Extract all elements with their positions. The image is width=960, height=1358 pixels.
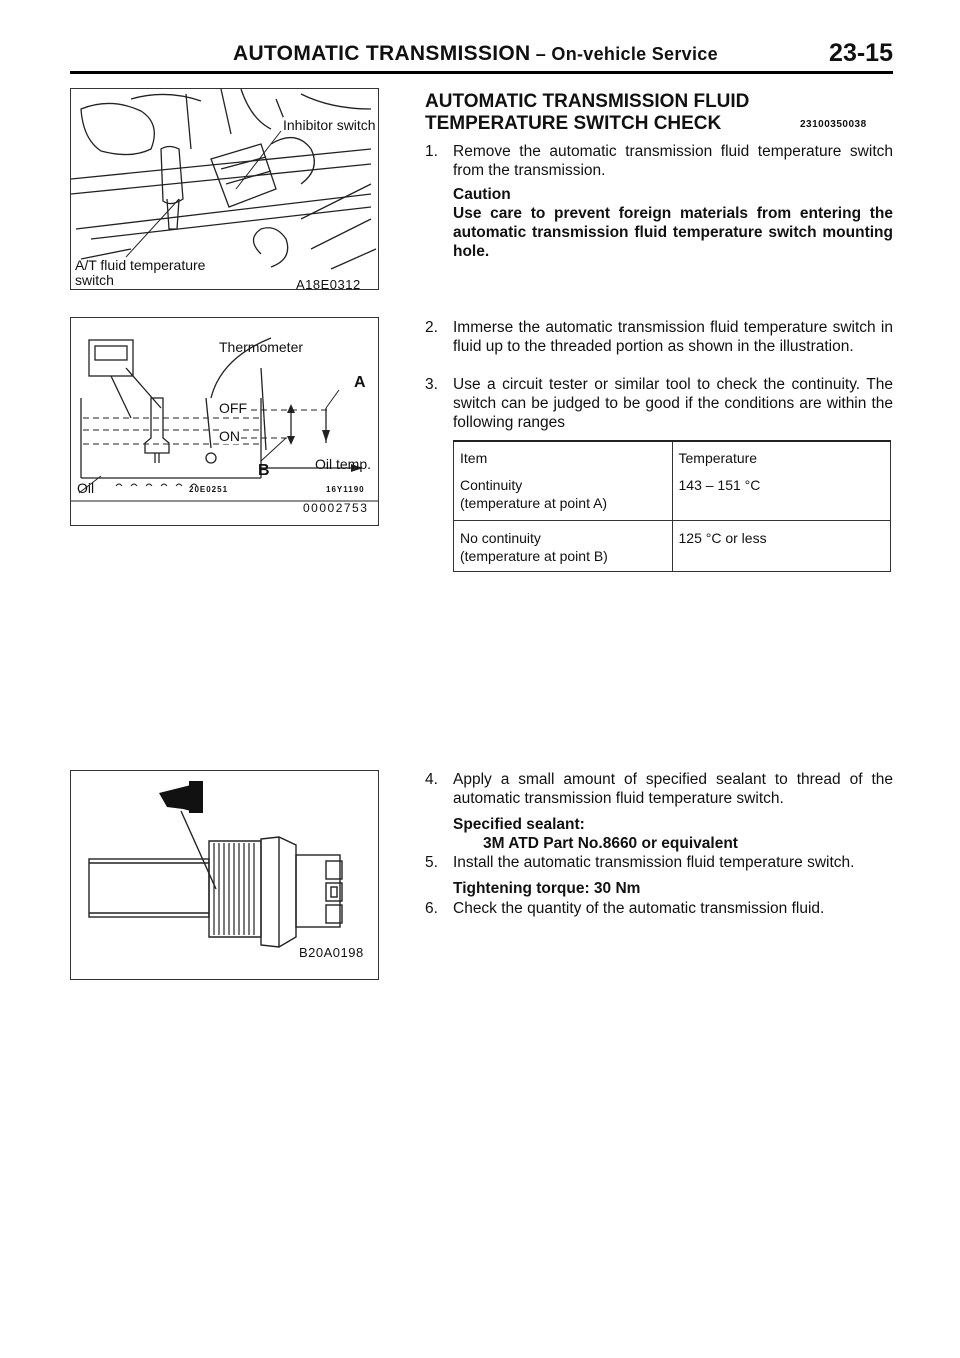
table-header-item-text: Item [460, 450, 488, 466]
figure-code-1: A18E0312 [296, 277, 361, 290]
step-2-text: Immerse the automatic transmission fluid temperature switch in fluid up to the threaded portion as shown in the illustration. [453, 319, 893, 355]
figure-code-small-1: 20E0251 [189, 485, 229, 494]
sealant-heading: Specified sealant: [453, 816, 585, 833]
step-1 [425, 142, 893, 180]
figure-immersion-test [70, 317, 379, 526]
header-title-dash: – [530, 44, 552, 64]
figure-sealant-application [70, 770, 379, 980]
header-title-main: AUTOMATIC TRANSMISSION [233, 42, 531, 65]
label-fluid-temp-switch-1: A/T fluid temperature [75, 257, 206, 273]
step-5-text: Install the automatic transmission fluid temperature switch. [453, 854, 855, 871]
section-code: 23100350038 [800, 119, 867, 130]
torque-spec: Tightening torque: 30 Nm [453, 880, 641, 897]
step-2 [425, 318, 893, 356]
table-cell-item [454, 521, 673, 572]
table-cell-temperature-text: 125 °C or less [678, 530, 767, 546]
header-title-sub: On-vehicle Service [551, 44, 718, 64]
caution-text: Use care to prevent foreign materials from entering the automatic transmission fluid temperature switch mounting hole. [453, 205, 893, 260]
label-on: ON [219, 428, 240, 444]
label-oil-temp: Oil temp. [315, 456, 372, 472]
table-row [454, 521, 891, 572]
step-6-text: Check the quantity of the automatic transmission fluid. [453, 900, 825, 917]
table-row [454, 473, 891, 521]
page-number: 23-15 [829, 39, 893, 67]
table-header-item [454, 441, 673, 473]
label-point-a: A [354, 374, 366, 391]
table-cell-temperature [672, 473, 891, 521]
step-6 [425, 899, 893, 918]
step-4-text: Apply a small amount of specified sealant to thread of the automatic transmission fluid temperature switch. [453, 771, 893, 807]
label-off: OFF [219, 400, 247, 416]
step-4 [425, 770, 893, 808]
figure-code-small-2: 16Y1190 [326, 485, 365, 494]
label-inhibitor-switch: Inhibitor switch [283, 117, 376, 133]
sealant-spec [453, 815, 893, 853]
table-cell-item [454, 473, 673, 521]
table-cell-item-line-2: (temperature at point A) [460, 495, 608, 511]
continuity-range-table [453, 440, 891, 572]
caution-heading: Caution [453, 186, 511, 203]
step-5-number: 5. [425, 854, 438, 871]
step-2-number: 2. [425, 319, 438, 336]
step-6-number: 6. [425, 900, 438, 917]
section-title-line-2: TEMPERATURE SWITCH CHECK [425, 113, 722, 134]
step-3-text: Use a circuit tester or similar tool to check the continuity. The switch can be judged to be good if the conditions are within the following ranges [453, 376, 893, 431]
figure-code-3: B20A0198 [299, 945, 364, 960]
step-1-text: Remove the automatic transmission fluid temperature switch from the transmission. [453, 143, 893, 179]
section-title [425, 91, 749, 135]
table-header-temperature [672, 441, 891, 473]
header-rule [70, 71, 893, 74]
step-1-number: 1. [425, 143, 438, 160]
table-cell-item-line-1: Continuity [460, 477, 523, 493]
table-header-row [454, 441, 891, 473]
header-title [233, 42, 718, 66]
caution-block [453, 185, 893, 261]
label-point-b: B [258, 462, 270, 479]
table-header-temperature-text: Temperature [678, 450, 758, 466]
figure-switch-location [70, 88, 379, 290]
step-4-number: 4. [425, 771, 438, 788]
table-cell-item-line-2: (temperature at point B) [460, 548, 608, 564]
sealant-value: 3M ATD Part No.8660 or equivalent [483, 835, 738, 852]
table-cell-temperature [672, 521, 891, 572]
section-title-line-1: AUTOMATIC TRANSMISSION FLUID [425, 91, 750, 112]
label-oil: Oil [77, 480, 95, 496]
page-header [70, 38, 893, 70]
label-thermometer: Thermometer [219, 339, 304, 355]
table-cell-temperature-text: 143 – 151 °C [678, 477, 761, 493]
label-fluid-temp-switch-2: switch [75, 272, 114, 288]
figure-code-2: 00002753 [303, 501, 369, 515]
step-5 [425, 853, 893, 872]
step-3 [425, 375, 893, 432]
step-3-number: 3. [425, 376, 438, 393]
table-cell-item-line-1: No continuity [460, 530, 541, 546]
